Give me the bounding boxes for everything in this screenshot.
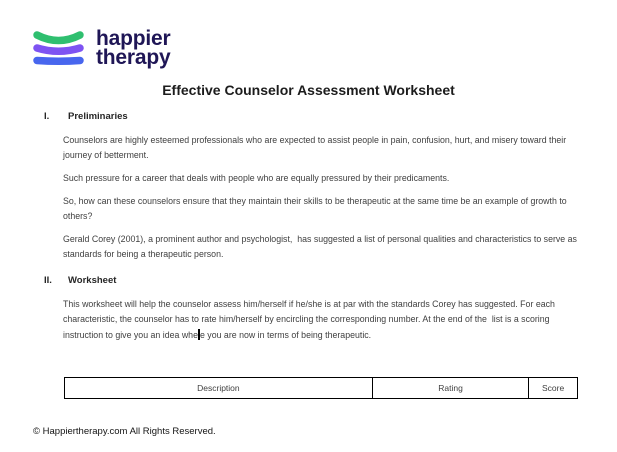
section-numeral: I. (44, 111, 50, 122)
text-after-cursor: e you are now in terms of being therapeutic. (199, 329, 372, 340)
table-header-row (65, 378, 578, 399)
paragraph-worksheet-intro[interactable] (63, 297, 582, 343)
table-header-score[interactable]: Score (529, 378, 578, 399)
table-header-rating[interactable]: Rating (372, 378, 528, 399)
brand-logo[interactable] (30, 26, 170, 67)
section-heading-label: Worksheet (68, 275, 117, 286)
footer-copyright[interactable]: © Happiertherapy.com All Rights Reserved. (33, 426, 216, 437)
paragraph-such-pressure[interactable]: Such pressure for a career that deals with people who are equally pressured by their predicaments. (63, 173, 450, 183)
text-before-cursor: This worksheet will help the counselor assess him/herself if he/she is at par with the standards Corey has suggested. For each characteristic, the counselor has to rate him/herself by encircling the corresponding number. At the end of the list is a scoring instruction to give you an idea whe (63, 299, 558, 340)
brand-wordmark-line1: happier (96, 27, 171, 50)
brand-wordmark-line2: therapy (96, 46, 171, 69)
paragraph-gerald-corey[interactable]: Gerald Corey (2001), a prominent author and psychologist, has suggested a list of personal qualities and characteristics to serve as standards for being a therapeutic person. (63, 234, 580, 260)
paragraph-how-can-counselors[interactable]: So, how can these counselors ensure that they maintain their skills to be therapeutic at the same time be an example of growth to others? (63, 196, 570, 222)
paragraph-counselors-esteemed[interactable]: Counselors are highly esteemed professionals who are expected to assist people in pain, confusion, hurt, and misery toward their journey of betterment. (63, 135, 569, 161)
section-numeral: II. (44, 275, 52, 286)
page-title[interactable]: Effective Counselor Assessment Worksheet (162, 82, 455, 98)
section-heading-preliminaries[interactable] (44, 111, 128, 122)
section-heading-worksheet[interactable] (44, 275, 116, 286)
happier-therapy-logo-icon (30, 26, 87, 67)
section-heading-label: Preliminaries (68, 111, 128, 122)
assessment-table (64, 377, 578, 399)
table-header-description[interactable]: Description (65, 378, 373, 399)
brand-wordmark (96, 29, 170, 67)
